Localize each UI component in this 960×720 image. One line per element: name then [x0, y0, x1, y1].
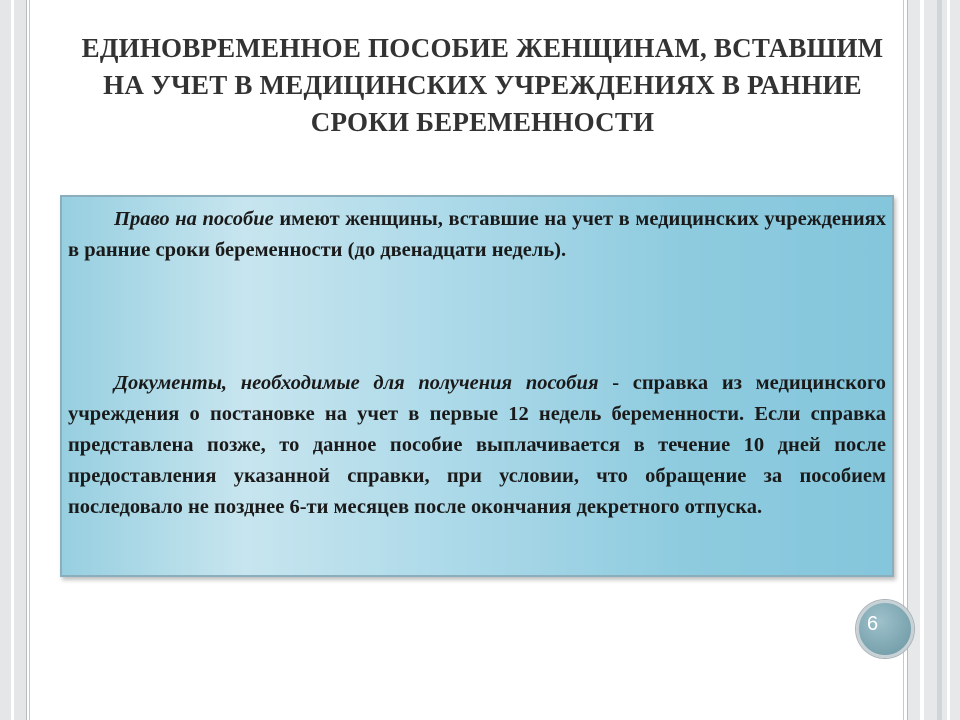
paragraph-1-text: имеют женщины, вставшие на учет в медицинских учреждениях в ранние сроки беременности (до двенадцати недель).	[68, 208, 886, 261]
paragraph-1-lead: Право на пособие	[114, 208, 274, 230]
slide-number: 6	[867, 613, 879, 635]
right-frame-stripe-2	[937, 0, 942, 720]
slide-number-badge	[856, 600, 914, 658]
paragraph-required-documents	[68, 368, 886, 523]
left-frame-line	[29, 0, 30, 720]
left-frame-stripe	[11, 0, 14, 720]
right-frame-stripe-3	[947, 0, 950, 720]
paragraph-right-to-benefit	[68, 204, 886, 266]
paragraph-2-lead: Документы, необходимые для получения пособия	[114, 372, 599, 394]
right-frame-stripe-1	[920, 0, 924, 720]
slide-title: ЕДИНОВРЕМЕННОЕ ПОСОБИЕ ЖЕНЩИНАМ, ВСТАВШИМ НА УЧЕТ В МЕДИЦИНСКИХ УЧРЕЖДЕНИЯХ В РАННИЕ СРОКИ БЕРЕМЕННОСТИ	[81, 33, 884, 137]
content-box	[60, 195, 894, 577]
right-frame-border	[907, 0, 960, 720]
paragraph-2-text: - справка из медицинского учреждения о постановке на учет в первые 12 недель беременности. Если справка представлена позже, то данное пособие выплачивается в течение 10 дней после предоставления указанной справки, при условии, что обращение за пособием последовало не позднее 6-ти месяцев после окончания декретного отпуска.	[68, 372, 886, 518]
